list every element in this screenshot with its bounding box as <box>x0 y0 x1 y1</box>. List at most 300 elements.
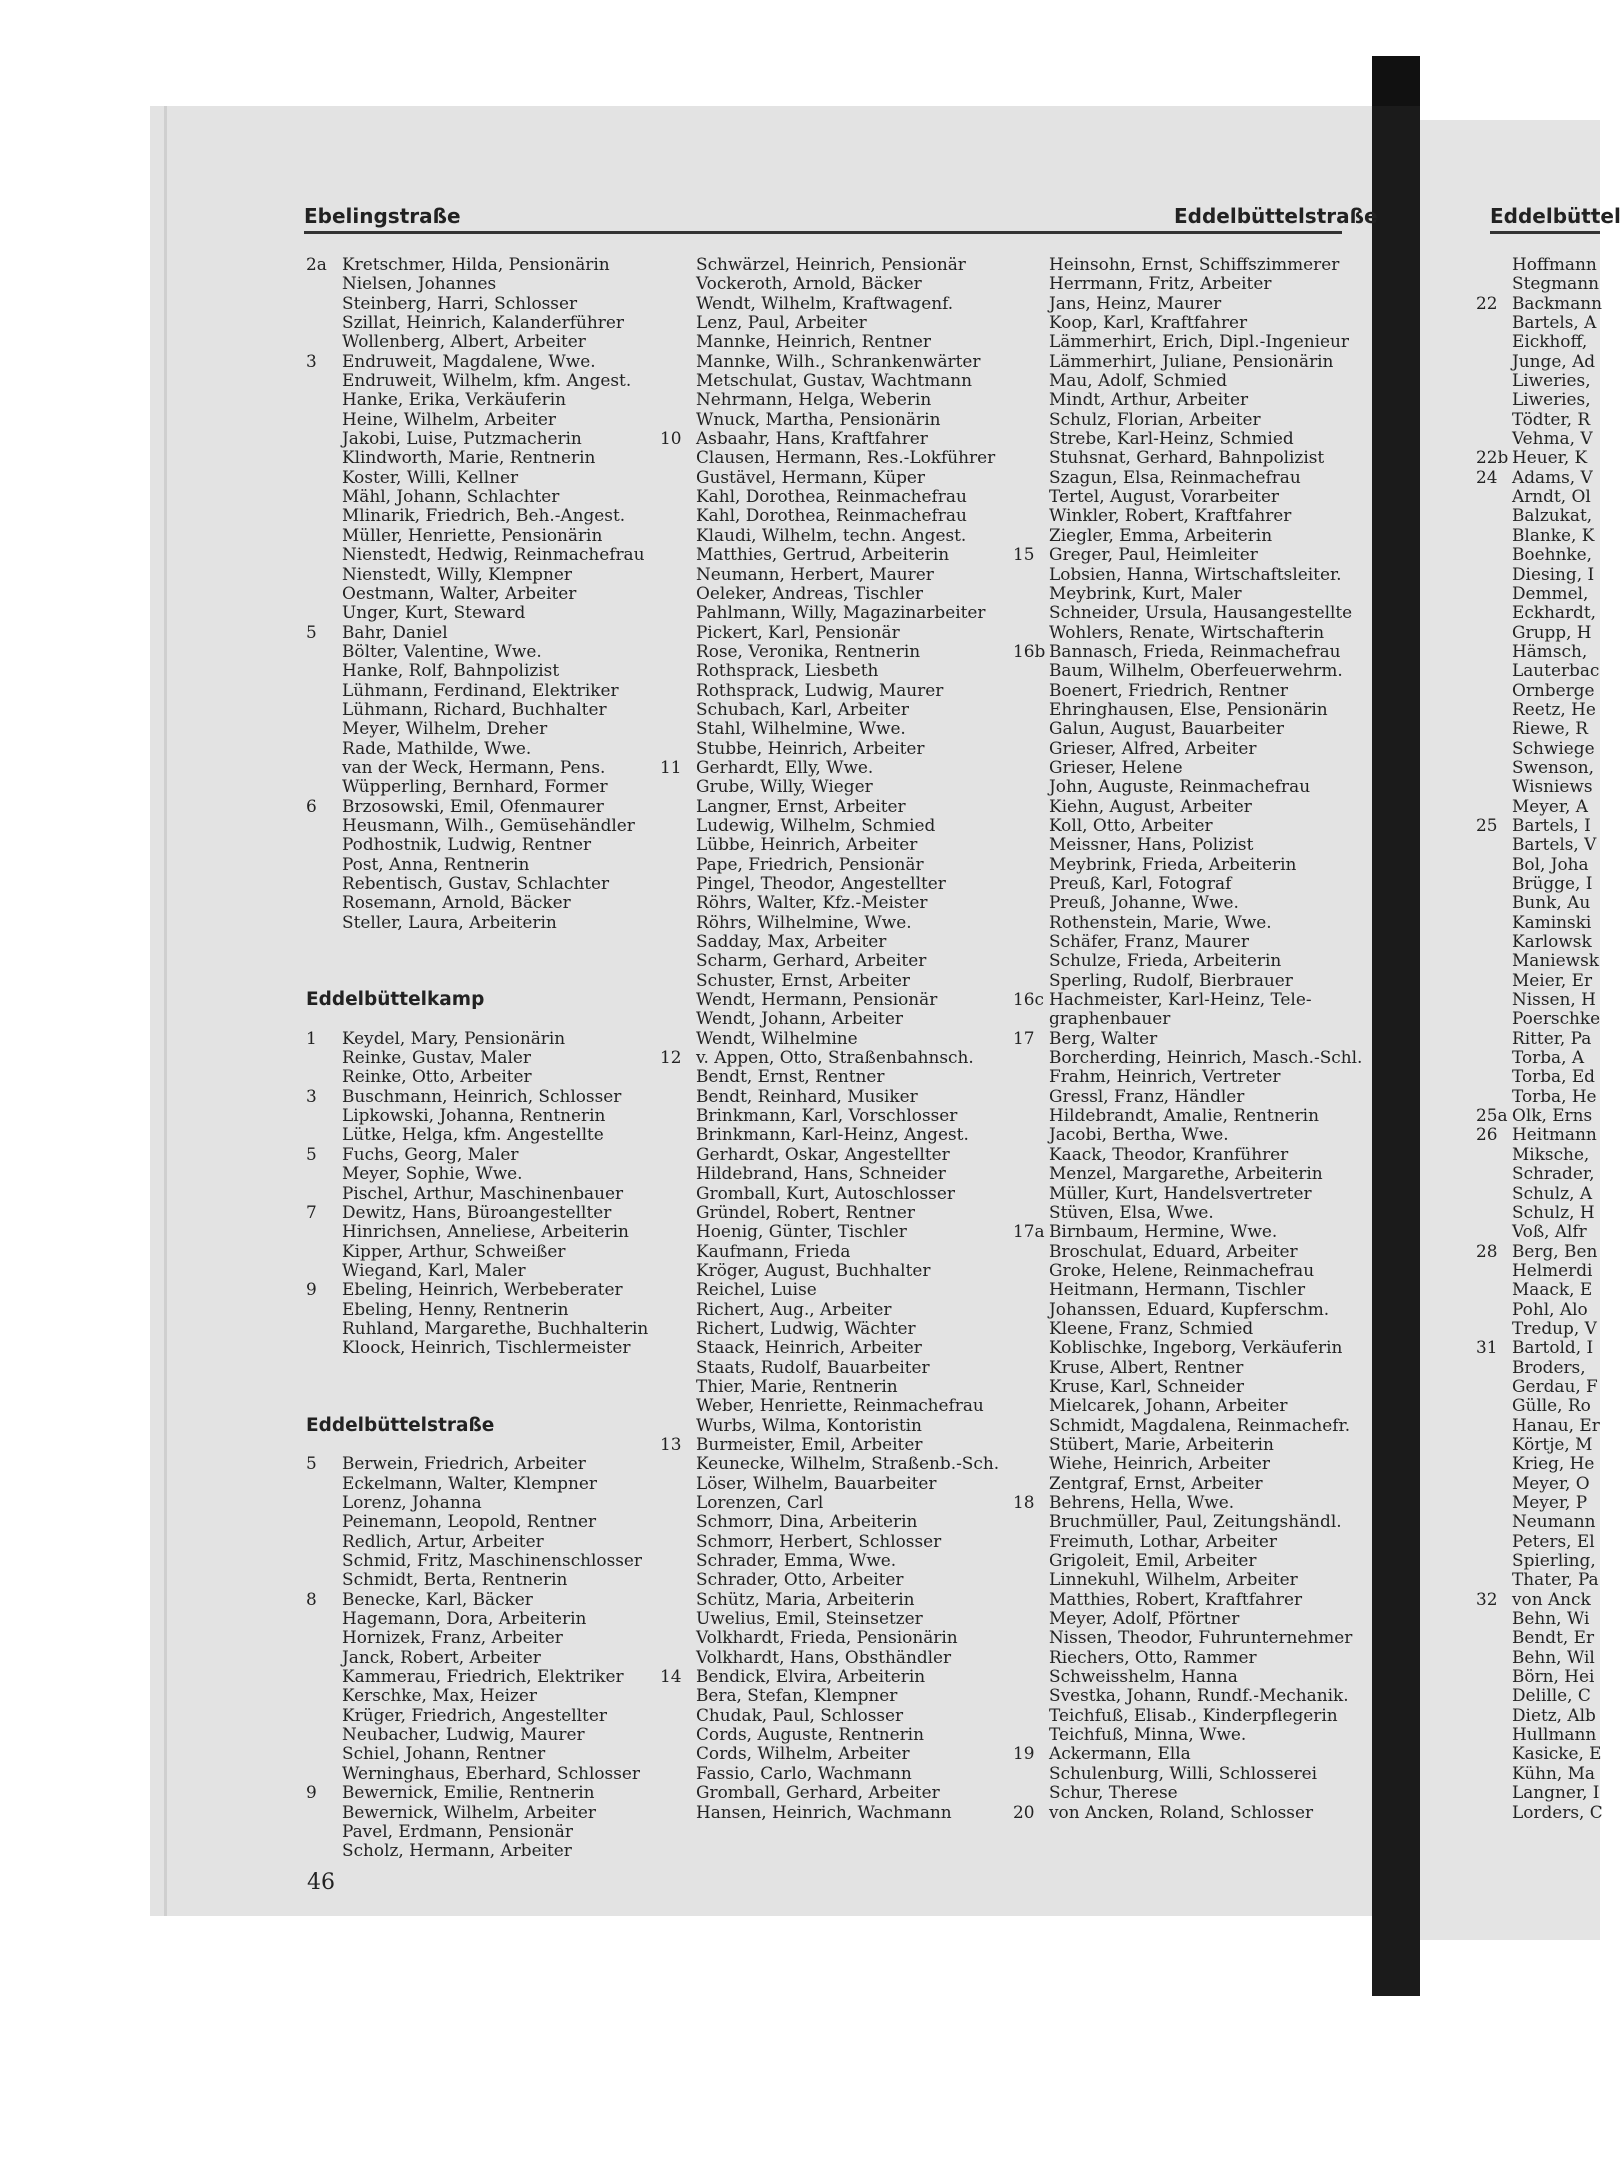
resident-name: Kaufmann, Frieda <box>696 1240 851 1261</box>
resident-name: Mielcarek, Johann, Arbeiter <box>1049 1395 1288 1416</box>
directory-entry <box>1013 797 1362 816</box>
resident-name: Hornizek, Franz, Arbeiter <box>342 1627 563 1648</box>
resident-name: Thater, Pa <box>1512 1569 1599 1590</box>
resident-name: Meyer, A <box>1512 795 1588 816</box>
resident-name: Maack, E <box>1512 1279 1593 1300</box>
house-number <box>1476 951 1512 970</box>
directory-entry <box>306 274 648 293</box>
house-number <box>1013 971 1049 990</box>
directory-entry <box>1476 719 1600 738</box>
directory-entry <box>306 739 648 758</box>
house-number <box>306 1667 342 1686</box>
directory-entry <box>1476 1145 1600 1164</box>
resident-name: Bol, Joha <box>1512 853 1589 874</box>
resident-name: Rose, Veronika, Rentnerin <box>696 640 921 661</box>
resident-name: Riewe, R <box>1512 718 1589 739</box>
directory-entry <box>1476 1435 1600 1454</box>
house-number <box>1476 990 1512 1009</box>
directory-entry <box>1476 292 1603 313</box>
directory-entry <box>1013 1358 1362 1377</box>
resident-name: Winkler, Robert, Kraftfahrer <box>1049 505 1292 526</box>
page-number: 46 <box>307 1870 335 1895</box>
resident-name: Pischel, Arthur, Maschinenbauer <box>342 1182 624 1203</box>
directory-entry <box>660 1416 999 1435</box>
resident-name: Krüger, Friedrich, Angestellter <box>342 1704 607 1725</box>
house-number <box>660 700 696 719</box>
directory-entry <box>660 1454 999 1473</box>
house-number <box>660 448 696 467</box>
spacer <box>306 1377 648 1396</box>
directory-entry <box>306 1609 648 1628</box>
house-number <box>1013 1435 1049 1454</box>
directory-entry <box>660 1609 999 1628</box>
directory-entry <box>660 1783 999 1802</box>
resident-name: Stübert, Marie, Arbeiterin <box>1049 1433 1274 1454</box>
house-number <box>660 1512 696 1531</box>
directory-entry <box>1476 1801 1603 1822</box>
house-number <box>306 1803 342 1822</box>
resident-name: Reinke, Gustav, Maler <box>342 1047 531 1068</box>
directory-entry <box>1476 1009 1600 1028</box>
house-number <box>306 1474 342 1493</box>
directory-entry <box>1013 855 1362 874</box>
house-number <box>660 487 696 506</box>
house-number <box>1476 623 1512 642</box>
resident-name: Ruhland, Margarethe, Buchhalterin <box>342 1317 649 1338</box>
house-number: 31 <box>1476 1337 1498 1358</box>
directory-entry <box>1476 700 1600 719</box>
resident-name: Heitmann <box>1512 1124 1597 1145</box>
house-number <box>306 332 342 351</box>
directory-entry <box>1013 390 1362 409</box>
directory-entry <box>306 1067 648 1086</box>
directory-entry <box>1013 739 1362 758</box>
resident-name: Cords, Auguste, Rentnerin <box>696 1724 924 1745</box>
directory-entry <box>660 816 999 835</box>
directory-entry <box>306 429 648 448</box>
house-number <box>1013 623 1049 642</box>
house-number <box>1013 1242 1049 1261</box>
house-number <box>306 1242 342 1261</box>
house-number <box>306 1164 342 1183</box>
house-number <box>1476 1164 1512 1183</box>
house-number <box>306 584 342 603</box>
house-number <box>660 468 696 487</box>
directory-entry <box>306 661 648 680</box>
directory-entry <box>1476 835 1600 854</box>
resident-name: Berg, Ben <box>1512 1240 1598 1261</box>
directory-entry <box>1013 1493 1362 1512</box>
house-number <box>660 1493 696 1512</box>
house-number <box>306 448 342 467</box>
directory-entry <box>1013 1029 1362 1048</box>
directory-entry <box>306 855 648 874</box>
directory-entry <box>1013 971 1362 990</box>
resident-name: Wollenberg, Albert, Arbeiter <box>342 331 586 352</box>
directory-entry <box>1013 1067 1362 1086</box>
directory-entry <box>306 1454 648 1473</box>
resident-name: Groke, Helene, Reinmachefrau <box>1049 1259 1315 1280</box>
house-number <box>306 1841 342 1860</box>
resident-name: Schuster, Ernst, Arbeiter <box>696 969 911 990</box>
resident-name: Post, Anna, Rentnerin <box>342 853 530 874</box>
spacer <box>306 1435 648 1454</box>
directory-entry <box>1476 1280 1600 1299</box>
house-number <box>660 642 696 661</box>
directory-entry <box>660 913 999 932</box>
house-number <box>660 506 696 525</box>
directory-entry <box>660 1570 999 1589</box>
resident-name: Berwein, Friedrich, Arbeiter <box>342 1453 586 1474</box>
house-number <box>1013 893 1049 912</box>
house-number <box>1476 1280 1512 1299</box>
house-number: 6 <box>306 795 317 816</box>
house-number <box>660 390 696 409</box>
directory-entry <box>306 1667 648 1686</box>
directory-entry <box>1476 1686 1600 1705</box>
resident-name: Ebeling, Henny, Rentnerin <box>342 1298 569 1319</box>
directory-entry <box>1476 1319 1600 1338</box>
resident-name: Meyer, O <box>1512 1472 1590 1493</box>
directory-entry <box>1476 1532 1600 1551</box>
resident-name: Wiehe, Heinrich, Arbeiter <box>1049 1453 1270 1474</box>
directory-entry <box>1013 448 1362 467</box>
house-number <box>660 1029 696 1048</box>
spacer <box>306 951 648 970</box>
resident-name: Lorenz, Johanna <box>342 1492 482 1512</box>
house-number <box>1013 371 1049 390</box>
resident-name: Frahm, Heinrich, Vertreter <box>1049 1066 1281 1087</box>
house-number <box>1476 1512 1512 1531</box>
house-number <box>660 1300 696 1319</box>
resident-name: Mannke, Heinrich, Rentner <box>696 331 931 352</box>
directory-entry <box>1013 1087 1362 1106</box>
directory-entry <box>306 1319 648 1338</box>
house-number <box>306 1338 342 1357</box>
house-number: 18 <box>1013 1492 1035 1512</box>
house-number <box>660 855 696 874</box>
house-number <box>1476 545 1512 564</box>
directory-entry <box>1013 1416 1362 1435</box>
directory-entry <box>660 390 999 409</box>
directory-entry <box>660 526 999 545</box>
house-number <box>1013 565 1049 584</box>
directory-entry <box>1476 1628 1600 1647</box>
house-number <box>1476 913 1512 932</box>
section-heading: Eddelbüttelstraße <box>306 1414 495 1436</box>
house-number <box>306 1532 342 1551</box>
directory-entry <box>660 855 999 874</box>
house-number <box>660 1803 696 1822</box>
resident-name: Reetz, He <box>1512 698 1596 719</box>
directory-entry <box>306 681 648 700</box>
directory-entry <box>306 1764 648 1783</box>
house-number <box>660 1164 696 1183</box>
resident-name: Behn, Wil <box>1512 1646 1595 1667</box>
resident-name: v. Appen, Otto, Straßenbahnsch. <box>696 1047 974 1068</box>
directory-entry <box>1013 294 1362 313</box>
directory-entry <box>1013 1125 1362 1144</box>
house-number <box>1013 1783 1049 1802</box>
house-number <box>1013 932 1049 951</box>
resident-name: Meissner, Hans, Polizist <box>1049 834 1254 855</box>
resident-name: Heine, Wilhelm, Arbeiter <box>342 408 556 429</box>
directory-entry <box>1013 1261 1362 1280</box>
directory-entry <box>1013 1764 1362 1783</box>
house-number <box>306 526 342 545</box>
directory-entry <box>1476 874 1600 893</box>
house-number <box>306 739 342 758</box>
directory-entry <box>1476 951 1600 970</box>
house-number <box>660 526 696 545</box>
resident-name: Grieser, Helene <box>1049 756 1183 777</box>
resident-name: Benecke, Karl, Bäcker <box>342 1588 533 1609</box>
resident-name: Mannke, Wilh., Schrankenwärter <box>696 350 981 371</box>
resident-name: Matthies, Robert, Kraftfahrer <box>1049 1588 1303 1609</box>
directory-entry <box>1013 1454 1362 1473</box>
resident-name: Chudak, Paul, Schlosser <box>696 1704 904 1725</box>
resident-name: Tredup, V <box>1512 1317 1597 1338</box>
column-3 <box>1013 255 1362 1822</box>
resident-name: Gromball, Gerhard, Arbeiter <box>696 1782 940 1803</box>
resident-name: Kerschke, Max, Heizer <box>342 1685 537 1706</box>
resident-name: Bartels, I <box>1512 814 1591 835</box>
resident-name: Stuhsnat, Gerhard, Bahnpolizist <box>1049 447 1325 468</box>
directory-entry <box>1476 893 1600 912</box>
directory-entry <box>1013 506 1362 525</box>
directory-entry <box>306 1300 648 1319</box>
directory-entry <box>660 294 999 313</box>
house-number <box>660 1532 696 1551</box>
house-number <box>1476 274 1512 293</box>
house-number <box>1476 1686 1512 1705</box>
resident-name: Tödter, R <box>1512 408 1591 429</box>
resident-name: Ornberge <box>1512 679 1595 700</box>
resident-name: Berg, Walter <box>1049 1027 1158 1048</box>
directory-entry <box>1476 1029 1600 1048</box>
directory-entry <box>306 410 648 429</box>
resident-name: Meyer, P <box>1512 1492 1588 1512</box>
resident-name: Gerdau, F <box>1512 1375 1598 1396</box>
house-number <box>1476 1725 1512 1744</box>
resident-name: Lübbe, Heinrich, Arbeiter <box>696 834 918 855</box>
spacer <box>306 1009 648 1028</box>
resident-name: Ziegler, Emma, Arbeiterin <box>1049 524 1273 545</box>
resident-name: Heinsohn, Ernst, Schiffszimmerer <box>1049 254 1340 274</box>
house-number <box>306 1744 342 1763</box>
house-number <box>660 1686 696 1705</box>
house-number <box>1476 390 1512 409</box>
house-number <box>1013 1358 1049 1377</box>
house-number <box>1013 468 1049 487</box>
resident-name: Schwärzel, Heinrich, Pensionär <box>696 254 966 274</box>
directory-entry <box>306 1280 648 1299</box>
house-number <box>1476 719 1512 738</box>
directory-entry <box>306 893 648 912</box>
resident-name: Voß, Alfr <box>1512 1221 1587 1242</box>
house-number <box>1013 1706 1049 1725</box>
resident-name: Thier, Marie, Rentnerin <box>696 1375 898 1396</box>
resident-name: Volkhardt, Hans, Obsthändler <box>696 1646 952 1667</box>
house-number <box>306 661 342 680</box>
directory-entry <box>1013 1396 1362 1415</box>
resident-name: Brzosowski, Emil, Ofenmaurer <box>342 795 604 816</box>
house-number <box>660 352 696 371</box>
directory-entry <box>1476 1048 1600 1067</box>
house-number <box>306 700 342 719</box>
house-number <box>1476 1551 1512 1570</box>
directory-entry <box>660 313 999 332</box>
house-number: 11 <box>660 756 682 777</box>
resident-name: Ebeling, Heinrich, Werbeberater <box>342 1279 623 1300</box>
directory-entry <box>1476 1242 1600 1261</box>
house-number <box>306 313 342 332</box>
resident-name: Ludewig, Wilhelm, Schmied <box>696 814 936 835</box>
resident-name: Wendt, Johann, Arbeiter <box>696 1008 903 1029</box>
house-number <box>660 274 696 293</box>
directory-entry <box>1476 603 1600 622</box>
house-number <box>1013 777 1049 796</box>
directory-entry <box>1476 1067 1600 1086</box>
resident-name: Weber, Henriette, Reinmachefrau <box>696 1395 984 1416</box>
house-number <box>660 565 696 584</box>
directory-entry <box>1476 1725 1600 1744</box>
resident-name: Hullmann <box>1512 1724 1597 1745</box>
house-number <box>1013 294 1049 313</box>
directory-entry <box>660 797 999 816</box>
house-number <box>1476 1087 1512 1106</box>
directory-entry <box>306 313 648 332</box>
directory-entry <box>1013 1106 1362 1125</box>
house-number <box>1476 1184 1512 1203</box>
resident-name: Bannasch, Frieda, Reinmachefrau <box>1049 640 1341 661</box>
directory-entry <box>306 642 648 661</box>
house-number: 12 <box>660 1047 682 1068</box>
directory-entry <box>1013 584 1362 603</box>
house-number <box>306 371 342 390</box>
directory-entry <box>1013 1532 1362 1551</box>
directory-entry <box>660 835 999 854</box>
directory-entry <box>306 1338 648 1357</box>
directory-entry <box>1013 1222 1362 1241</box>
header-next-page-street: Eddelbüttel <box>1490 204 1621 228</box>
resident-name: Kaack, Theodor, Kranführer <box>1049 1143 1289 1164</box>
directory-entry <box>1476 468 1600 487</box>
directory-entry <box>1013 1164 1362 1183</box>
directory-entry <box>660 700 999 719</box>
directory-entry <box>1013 777 1362 796</box>
header-right-street: Eddelbüttelstraße <box>1174 204 1378 228</box>
directory-entry <box>1476 1474 1600 1493</box>
resident-name: Richert, Ludwig, Wächter <box>696 1317 916 1338</box>
house-number: 28 <box>1476 1240 1498 1261</box>
house-number <box>1013 661 1049 680</box>
resident-name: Schur, Therese <box>1049 1782 1178 1803</box>
directory-entry <box>1013 1242 1362 1261</box>
resident-name: Unger, Kurt, Steward <box>342 602 526 623</box>
resident-name: Grube, Willy, Wieger <box>696 776 873 797</box>
house-number: 9 <box>306 1782 317 1803</box>
resident-name: Bartels, V <box>1512 834 1597 855</box>
directory-entry <box>1013 1783 1362 1802</box>
resident-name: van der Weck, Hermann, Pens. <box>342 756 606 777</box>
directory-entry <box>1476 913 1600 932</box>
resident-name: Liweries, <box>1512 389 1591 410</box>
directory-entry <box>1013 893 1362 912</box>
resident-name: Burmeister, Emil, Arbeiter <box>696 1433 923 1454</box>
directory-entry <box>306 1744 648 1763</box>
directory-entry <box>660 1551 999 1570</box>
resident-name: Hanke, Rolf, Bahnpolizist <box>342 660 560 681</box>
directory-entry <box>660 1706 999 1725</box>
resident-name: Löser, Wilhelm, Bauarbeiter <box>696 1472 937 1493</box>
directory-entry <box>1013 719 1362 738</box>
resident-name: Mähl, Johann, Schlachter <box>342 486 560 507</box>
resident-name: Sadday, Max, Arbeiter <box>696 931 887 952</box>
house-number <box>1013 700 1049 719</box>
directory-entry <box>1476 448 1600 467</box>
directory-entry <box>306 1474 648 1493</box>
resident-name: Langner, Ernst, Arbeiter <box>696 795 906 816</box>
house-number <box>660 739 696 758</box>
resident-name: Szillat, Heinrich, Kalanderführer <box>342 312 624 333</box>
directory-entry <box>306 468 648 487</box>
house-number <box>1476 487 1512 506</box>
house-number <box>1476 1358 1512 1377</box>
house-number <box>660 1319 696 1338</box>
resident-name: Menzel, Margarethe, Arbeiterin <box>1049 1163 1323 1184</box>
resident-name: Borcherding, Heinrich, Masch.-Schl. <box>1049 1047 1363 1068</box>
resident-name: Pickert, Karl, Pensionär <box>696 621 900 642</box>
house-number <box>660 797 696 816</box>
house-number <box>1013 1416 1049 1435</box>
directory-entry <box>306 1048 648 1067</box>
directory-entry <box>1476 1416 1600 1435</box>
directory-entry <box>1476 1454 1600 1473</box>
directory-entry <box>1013 429 1362 448</box>
house-number <box>1013 1106 1049 1125</box>
house-number <box>1476 739 1512 758</box>
directory-entry <box>1013 255 1362 274</box>
directory-entry <box>1013 1203 1362 1222</box>
resident-name: Mindt, Arthur, Arbeiter <box>1049 389 1249 410</box>
house-number <box>660 1725 696 1744</box>
resident-name: Richert, Aug., Arbeiter <box>696 1298 892 1319</box>
resident-name: Freimuth, Lothar, Arbeiter <box>1049 1530 1277 1551</box>
house-number <box>660 1106 696 1125</box>
resident-name: Reinke, Otto, Arbeiter <box>342 1066 532 1087</box>
house-number <box>306 1628 342 1647</box>
house-number: 5 <box>306 621 317 642</box>
resident-name: Kiehn, August, Arbeiter <box>1049 795 1252 816</box>
resident-name: Jacobi, Bertha, Wwe. <box>1049 1124 1229 1145</box>
resident-name: Johanssen, Eduard, Kupferschm. <box>1049 1298 1330 1319</box>
resident-name: Schütz, Maria, Arbeiterin <box>696 1588 915 1609</box>
directory-entry <box>1013 1551 1362 1570</box>
directory-entry <box>1013 1725 1362 1744</box>
directory-entry <box>660 1764 999 1783</box>
directory-entry <box>1476 255 1600 274</box>
directory-entry <box>1476 1648 1600 1667</box>
house-number <box>1476 603 1512 622</box>
resident-name: Wendt, Wilhelm, Kraftwagenf. <box>696 292 954 313</box>
house-number <box>660 313 696 332</box>
resident-name: Hansen, Heinrich, Wachmann <box>696 1801 952 1822</box>
house-number <box>306 855 342 874</box>
directory-entry <box>660 1648 999 1667</box>
directory-entry <box>1476 739 1600 758</box>
house-number <box>660 1242 696 1261</box>
